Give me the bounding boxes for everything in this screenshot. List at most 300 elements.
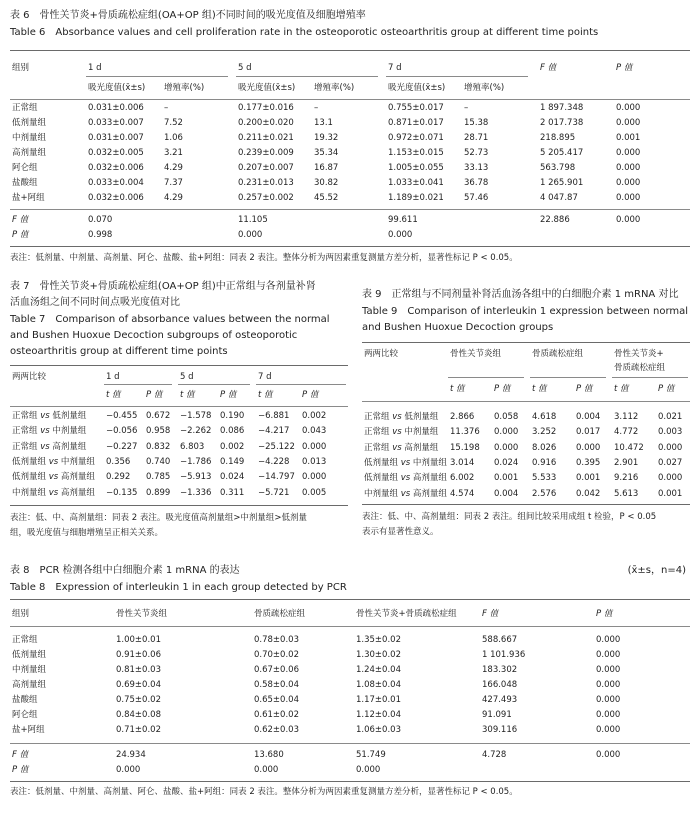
table-7-header-p-1d: P 值	[146, 390, 163, 400]
table-6-p-label: P 值	[12, 230, 29, 240]
table-cell: 0.972±0.071	[388, 133, 444, 143]
table-cell: 0.311	[220, 487, 245, 498]
table-cell: 0.672	[146, 411, 171, 421]
table-cell: 2.901	[614, 457, 639, 468]
table-cell: −0.455	[106, 411, 138, 421]
table-cell: 0.013	[302, 456, 327, 467]
table-cell: 0.033±0.004	[88, 178, 144, 188]
table-8-header-rule	[10, 626, 690, 627]
table-cell: −5.913	[180, 472, 212, 483]
table-7-top-rule	[10, 365, 348, 366]
row-label: 正常组 vs 高剂量组	[364, 442, 439, 453]
table-cell: 0.000	[596, 710, 621, 720]
table-8-f-label: F 值	[12, 750, 29, 760]
table-cell: 0.000	[658, 442, 683, 453]
row-label: 低剂量组 vs 高剂量组	[364, 473, 447, 484]
table-cell: 8.026	[532, 442, 557, 453]
table-cell: −2.262	[180, 426, 212, 437]
table-cell: 1 265.901	[540, 178, 584, 188]
table-6-header-5d: 5 d	[238, 63, 252, 73]
table-9-title-en-1: Table 9 Comparison of interleukin 1 expression between normal	[362, 306, 689, 317]
table-cell: 7.52	[164, 118, 183, 128]
table-row	[10, 724, 690, 739]
table-row	[10, 471, 348, 486]
table-cell: 30.82	[314, 178, 339, 188]
table-8-header-f: F 值	[482, 609, 499, 619]
table-cell: 3.014	[450, 457, 475, 468]
table-cell: 1.06	[164, 133, 183, 143]
table-8-f-oaop: 51.749	[356, 750, 386, 760]
table-cell: 0.000	[616, 118, 641, 128]
table-6-p-1d: 0.998	[88, 230, 113, 240]
table-row	[362, 472, 690, 487]
table-cell: 0.231±0.013	[238, 178, 294, 188]
table-cell: 4.574	[450, 488, 475, 499]
table-cell: −0.135	[106, 487, 138, 498]
table-6-bottom-rule	[10, 246, 690, 247]
table-row	[10, 117, 690, 132]
table-row	[10, 441, 348, 456]
table-cell: 0.356	[106, 456, 131, 467]
table-cell: 0.024	[494, 457, 519, 468]
table-8-f-op: 13.680	[254, 750, 284, 760]
table-6-f-f: 22.886	[540, 215, 570, 225]
table-9-header-rule	[362, 401, 690, 402]
table-cell: 183.302	[482, 665, 518, 675]
table-8-bottom-rule	[10, 781, 690, 782]
row-label: 低剂量组 vs 中剂量组	[364, 457, 447, 468]
table-cell: 0.032±0.005	[88, 148, 144, 158]
table-8-top-rule	[10, 599, 690, 600]
table-9-header-t-oa: t 值	[450, 384, 465, 394]
table-6-sub-rule-1d	[86, 76, 228, 77]
table-7-header-p-7d: P 值	[302, 390, 319, 400]
table-cell: 35.34	[314, 148, 339, 158]
table-7-header-7d: 7 d	[258, 372, 272, 382]
table-cell: 28.71	[464, 133, 489, 143]
table-cell: 0.91±0.06	[116, 650, 161, 660]
row-label: 正常组 vs 中剂量组	[12, 426, 87, 437]
table-6-header-abs-1d: 吸光度值(x̄±s)	[88, 83, 146, 93]
table-row	[362, 442, 690, 457]
table-9-header-op: 骨质疏松症组	[532, 349, 584, 359]
table-cell: 2 017.738	[540, 118, 584, 128]
row-label: 阿仑组	[12, 163, 38, 173]
table-cell: 0.042	[576, 488, 601, 499]
table-cell: 0.200±0.020	[238, 118, 294, 128]
table-cell: 1.24±0.04	[356, 665, 401, 675]
table-cell: 0.62±0.03	[254, 725, 299, 735]
row-label: 高剂量组	[12, 148, 47, 158]
table-9-title-cn: 表 9 正常组与不同剂量补肾活血汤各组中的白细胞介素 1 mRNA 对比	[362, 289, 679, 300]
table-cell: 0.027	[658, 457, 683, 468]
table-6-header-rule	[10, 99, 690, 100]
row-label: 低剂量组 vs 中剂量组	[12, 456, 95, 467]
table-cell: 0.086	[220, 426, 245, 437]
table-9-header-oaop-1: 骨性关节炎+	[614, 349, 664, 359]
table-9-body	[362, 411, 690, 503]
table-6-f-label: F 值	[12, 215, 29, 225]
table-cell: 0.024	[220, 472, 245, 483]
table-cell: 0.000	[596, 725, 621, 735]
table-cell: 0.058	[494, 412, 519, 422]
table-cell: 0.032±0.006	[88, 163, 144, 173]
table-cell: 0.75±0.02	[116, 695, 161, 705]
table-9	[362, 287, 690, 541]
table-cell: 0.916	[532, 457, 557, 468]
row-label: 低剂量组	[12, 650, 47, 660]
table-cell: 4.29	[164, 193, 183, 203]
table-cell: 0.000	[616, 178, 641, 188]
table-6-sub-rule-7d	[386, 76, 528, 77]
table-6-header-f: F 值	[540, 63, 557, 73]
table-cell: 16.87	[314, 163, 339, 173]
table-cell: 36.78	[464, 178, 489, 188]
table-cell: 0.69±0.04	[116, 680, 161, 690]
table-8-title-cn: 表 8 PCR 检测各组中白细胞介素 1 mRNA 的表达	[10, 565, 240, 576]
row-label: 正常组 vs 低剂量组	[12, 411, 87, 421]
table-9-header-compare: 两两比较	[364, 349, 399, 359]
table-8-title-en: Table 8 Expression of interleukin 1 in each group detected by PCR	[10, 582, 347, 593]
row-label: 正常组 vs 高剂量组	[12, 441, 87, 452]
table-cell: 5.533	[532, 473, 557, 484]
table-8-f-f: 4.728	[482, 750, 507, 760]
table-cell: 1 101.936	[482, 650, 526, 660]
table-row	[10, 102, 690, 117]
table-6-header-rate-7d: 增殖率(%)	[464, 83, 505, 93]
table-cell: 0.032±0.006	[88, 193, 144, 203]
table-cell: 0.000	[616, 103, 641, 113]
row-label: 中剂量组 vs 高剂量组	[364, 488, 447, 499]
table-7-header-t-7d: t 值	[258, 390, 273, 400]
table-6-header-abs-5d: 吸光度值(x̄±s)	[238, 83, 296, 93]
table-row	[362, 488, 690, 503]
table-cell: 0.207±0.007	[238, 163, 294, 173]
table-cell: 166.048	[482, 680, 518, 690]
table-cell: 2.866	[450, 412, 475, 422]
table-cell: −0.227	[106, 441, 138, 452]
table-row	[10, 664, 690, 679]
table-cell: 0.000	[494, 442, 519, 453]
table-cell: 4.772	[614, 427, 639, 438]
table-7-title-en-3: osteoarthritis group at different time points	[10, 346, 228, 357]
table-9-top-rule	[362, 342, 690, 343]
table-cell: 5.613	[614, 488, 639, 499]
table-cell: −1.786	[180, 456, 212, 467]
table-row	[10, 709, 690, 724]
row-label: 正常组 vs 中剂量组	[364, 427, 439, 438]
table-cell: 1.00±0.01	[116, 635, 161, 645]
table-row	[10, 649, 690, 664]
table-cell: 0.58±0.04	[254, 680, 299, 690]
table-6-title-en: Table 6 Absorbance values and cell proliferation rate in the osteoporotic osteoarthritis group at different time points	[10, 27, 599, 38]
table-cell: 0.000	[616, 163, 641, 173]
table-cell: −1.578	[180, 411, 212, 421]
row-label: 中剂量组	[12, 133, 47, 143]
table-9-header-p-oa: P 值	[494, 384, 511, 394]
table-cell: 0.84±0.08	[116, 710, 161, 720]
table-row	[10, 456, 348, 471]
row-label: 低剂量组	[12, 118, 47, 128]
table-cell: 1 897.348	[540, 103, 584, 113]
table-row	[10, 132, 690, 147]
table-6-header-abs-7d: 吸光度值(x̄±s)	[388, 83, 446, 93]
table-cell: −5.721	[258, 487, 290, 498]
table-cell: 0.000	[616, 148, 641, 158]
table-cell: 0.177±0.016	[238, 103, 294, 113]
table-9-header-oa: 骨性关节炎组	[450, 349, 502, 359]
table-cell: 218.895	[540, 133, 576, 143]
table-cell: 0.81±0.03	[116, 665, 161, 675]
table-row	[362, 426, 690, 441]
table-7-header-p-5d: P 值	[220, 390, 237, 400]
table-cell: 0.899	[146, 487, 171, 498]
table-6-note: 表注：低剂量、中剂量、高剂量、阿仑、盐酸、盐+阿组：同表 2 表注。整体分析为两因素重复测量方差分析，显著性标记 P < 0.05。	[10, 253, 518, 263]
table-9-header-t-oaop: t 值	[614, 384, 629, 394]
table-cell: 11.376	[450, 427, 480, 438]
row-label: 正常组	[12, 635, 38, 645]
table-cell: 4.29	[164, 163, 183, 173]
table-9-header-p-oaop: P 值	[658, 384, 675, 394]
table-6-f-1d: 0.070	[88, 215, 113, 225]
table-7-body	[10, 410, 348, 502]
table-cell: 0.001	[658, 488, 683, 499]
row-label: 高剂量组	[12, 680, 47, 690]
table-cell: 0.000	[494, 427, 519, 438]
table-cell: 0.292	[106, 472, 131, 483]
table-9-sub-rule-oaop	[612, 377, 688, 378]
table-cell: 0.149	[220, 456, 245, 467]
table-6-p-5d: 0.000	[238, 230, 263, 240]
table-cell: 0.70±0.02	[254, 650, 299, 660]
table-cell: 3.112	[614, 412, 639, 422]
table-row	[10, 694, 690, 709]
table-7-header-5d: 5 d	[180, 372, 194, 382]
table-cell: 0.67±0.06	[254, 665, 299, 675]
table-cell: 309.116	[482, 725, 518, 735]
table-cell: 0.000	[658, 473, 683, 484]
table-cell: 0.190	[220, 411, 245, 421]
table-cell: 0.395	[576, 457, 601, 468]
table-cell: 0.832	[146, 441, 171, 452]
table-6-header-group: 组别	[12, 63, 30, 73]
table-cell: −6.881	[258, 411, 290, 421]
table-cell: 0.740	[146, 456, 171, 467]
table-cell: 0.043	[302, 426, 327, 437]
table-8-stat-note: (x̄±s，n=4)	[627, 565, 686, 576]
table-cell: 0.785	[146, 472, 171, 483]
table-cell: 13.1	[314, 118, 333, 128]
table-cell: 1.033±0.041	[388, 178, 444, 188]
table-cell: 10.472	[614, 442, 644, 453]
table-row	[10, 147, 690, 162]
table-7	[10, 279, 348, 541]
table-8-f-oa: 24.934	[116, 750, 146, 760]
table-8-body	[10, 634, 690, 739]
table-7-title-cn-1: 表 7 骨性关节炎+骨质疏松症组(OA+OP 组)中正常组与各剂量补肾	[10, 281, 316, 292]
table-cell: 0.65±0.04	[254, 695, 299, 705]
table-cell: 1.189±0.021	[388, 193, 444, 203]
table-7-header-t-5d: t 值	[180, 390, 195, 400]
table-row	[10, 410, 348, 425]
table-cell: 19.32	[314, 133, 339, 143]
table-cell: 1.06±0.03	[356, 725, 401, 735]
table-7-header-t-1d: t 值	[106, 390, 121, 400]
table-cell: 0.71±0.02	[116, 725, 161, 735]
table-6-header-rate-5d: 增殖率(%)	[314, 83, 355, 93]
table-8-stats-rule	[10, 743, 690, 744]
table-cell: 0.017	[576, 427, 601, 438]
table-cell: 0.78±0.03	[254, 635, 299, 645]
table-row	[10, 192, 690, 207]
table-cell: 6.803	[180, 441, 205, 452]
table-row	[362, 411, 690, 426]
table-8-header-oaop: 骨性关节炎+骨质疏松症组	[356, 609, 457, 619]
table-6	[10, 8, 690, 270]
row-label: 正常组	[12, 103, 38, 113]
table-8-header-op: 骨质疏松症组	[254, 609, 306, 619]
table-9-header-p-op: P 值	[576, 384, 593, 394]
table-6-header-1d: 1 d	[88, 63, 102, 73]
table-row	[10, 634, 690, 649]
row-label: 盐酸组	[12, 695, 38, 705]
table-8-p-oaop: 0.000	[356, 765, 381, 775]
table-7-bottom-rule	[10, 505, 348, 506]
table-cell: 0.871±0.017	[388, 118, 444, 128]
table-7-header-compare: 两两比较	[12, 372, 47, 382]
table-cell: 0.033±0.007	[88, 118, 144, 128]
table-cell: 0.031±0.006	[88, 103, 144, 113]
table-6-stats-rule	[10, 209, 690, 210]
table-cell: −14.797	[258, 472, 295, 483]
table-8	[10, 563, 690, 809]
table-9-header-oaop-2: 骨质疏松症组	[614, 363, 666, 373]
table-cell: 0.004	[494, 488, 519, 499]
table-cell: 33.13	[464, 163, 489, 173]
table-cell: 0.001	[576, 473, 601, 484]
table-cell: –	[164, 103, 169, 113]
table-9-sub-rule-oa	[448, 377, 524, 378]
table-6-title-cn: 表 6 骨性关节炎+骨质疏松症组(OA+OP 组)不同时间的吸光度值及细胞增殖率	[10, 10, 366, 21]
table-9-sub-rule-op	[530, 377, 606, 378]
table-cell: 0.958	[146, 426, 171, 437]
table-9-header-t-op: t 值	[532, 384, 547, 394]
row-label: 盐+阿组	[12, 193, 45, 203]
table-cell: 0.000	[302, 441, 327, 452]
table-cell: 1.30±0.02	[356, 650, 401, 660]
table-9-title-en-2: and Bushen Huoxue Decoction groups	[362, 322, 554, 333]
table-8-f-p: 0.000	[596, 750, 621, 760]
table-8-header-oa: 骨性关节炎组	[116, 609, 168, 619]
table-9-bottom-rule	[362, 504, 690, 505]
row-label: 正常组 vs 低剂量组	[364, 412, 439, 422]
table-cell: 427.493	[482, 695, 518, 705]
table-row	[10, 487, 348, 502]
table-cell: 0.755±0.017	[388, 103, 444, 113]
table-cell: 1.08±0.04	[356, 680, 401, 690]
table-cell: 5 205.417	[540, 148, 584, 158]
table-8-note: 表注：低剂量、中剂量、高剂量、阿仑、盐酸、盐+阿组：同表 2 表注。整体分析为两因素重复测量方差分析，显著性标记 P < 0.05。	[10, 787, 518, 797]
table-cell: 0.003	[658, 427, 683, 438]
table-cell: –	[464, 103, 469, 113]
table-cell: 0.002	[302, 411, 327, 421]
table-cell: 15.38	[464, 118, 489, 128]
table-cell: 588.667	[482, 635, 518, 645]
table-7-title-cn-2: 活血汤组之间不同时间点吸光度值对比	[10, 297, 180, 308]
table-cell: 91.091	[482, 710, 512, 720]
table-7-title-en-2: and Bushen Huoxue Decoction subgroups of osteoporotic	[10, 330, 298, 341]
table-8-p-label: P 值	[12, 765, 29, 775]
row-label: 盐+阿组	[12, 725, 45, 735]
table-cell: 0.211±0.021	[238, 133, 294, 143]
row-label: 中剂量组	[12, 665, 47, 675]
table-row	[362, 457, 690, 472]
table-cell: 0.239±0.009	[238, 148, 294, 158]
table-8-header-p: P 值	[596, 609, 613, 619]
table-cell: 0.61±0.02	[254, 710, 299, 720]
table-cell: 45.52	[314, 193, 339, 203]
table-cell: 0.021	[658, 412, 683, 422]
table-cell: 9.216	[614, 473, 639, 484]
table-row	[10, 425, 348, 440]
table-9-note-1: 表注：低、中、高剂量组：同表 2 表注。组间比较采用成组 t 检验，P < 0.05	[362, 512, 657, 522]
table-cell: 0.000	[596, 665, 621, 675]
table-7-sub-rule-1d	[104, 384, 172, 385]
table-cell: 57.46	[464, 193, 489, 203]
table-6-sub-rule-5d	[236, 76, 378, 77]
table-7-header-1d: 1 d	[106, 372, 120, 382]
table-cell: 1.12±0.04	[356, 710, 401, 720]
table-cell: 0.000	[302, 472, 327, 483]
table-cell: −4.217	[258, 426, 290, 437]
table-cell: 0.000	[596, 695, 621, 705]
table-6-top-rule	[10, 50, 690, 51]
table-cell: 7.37	[164, 178, 183, 188]
table-cell: 1.005±0.055	[388, 163, 444, 173]
table-6-body	[10, 102, 690, 207]
table-cell: 0.000	[576, 442, 601, 453]
row-label: 盐酸组	[12, 178, 38, 188]
table-7-title-en-1: Table 7 Comparison of absorbance values between the normal	[10, 314, 330, 325]
table-cell: 0.001	[616, 133, 641, 143]
table-cell: −1.336	[180, 487, 212, 498]
table-cell: 0.004	[576, 412, 601, 422]
table-cell: 0.257±0.002	[238, 193, 294, 203]
table-cell: 0.005	[302, 487, 327, 498]
row-label: 中剂量组 vs 高剂量组	[12, 487, 95, 498]
table-row	[10, 177, 690, 192]
table-cell: 0.000	[616, 193, 641, 203]
table-cell: 3.252	[532, 427, 557, 438]
table-7-header-rule	[10, 406, 348, 407]
table-cell: 1.17±0.01	[356, 695, 401, 705]
table-cell: 563.798	[540, 163, 576, 173]
table-cell: 0.031±0.007	[88, 133, 144, 143]
table-cell: 0.002	[220, 441, 245, 452]
table-cell: 52.73	[464, 148, 489, 158]
table-cell: −25.122	[258, 441, 295, 452]
table-cell: –	[314, 103, 319, 113]
table-row	[10, 162, 690, 177]
table-6-header-rate-1d: 增殖率(%)	[164, 83, 205, 93]
table-7-sub-rule-7d	[256, 384, 346, 385]
table-7-note-1: 表注：低、中、高剂量组：同表 2 表注。吸光度值高剂量组>中剂量组>低剂量	[10, 513, 308, 523]
table-cell: 0.000	[596, 635, 621, 645]
row-label: 低剂量组 vs 高剂量组	[12, 472, 95, 483]
table-cell: 1.153±0.015	[388, 148, 444, 158]
table-cell: 4.618	[532, 412, 557, 422]
table-6-header-p: P 值	[616, 63, 633, 73]
